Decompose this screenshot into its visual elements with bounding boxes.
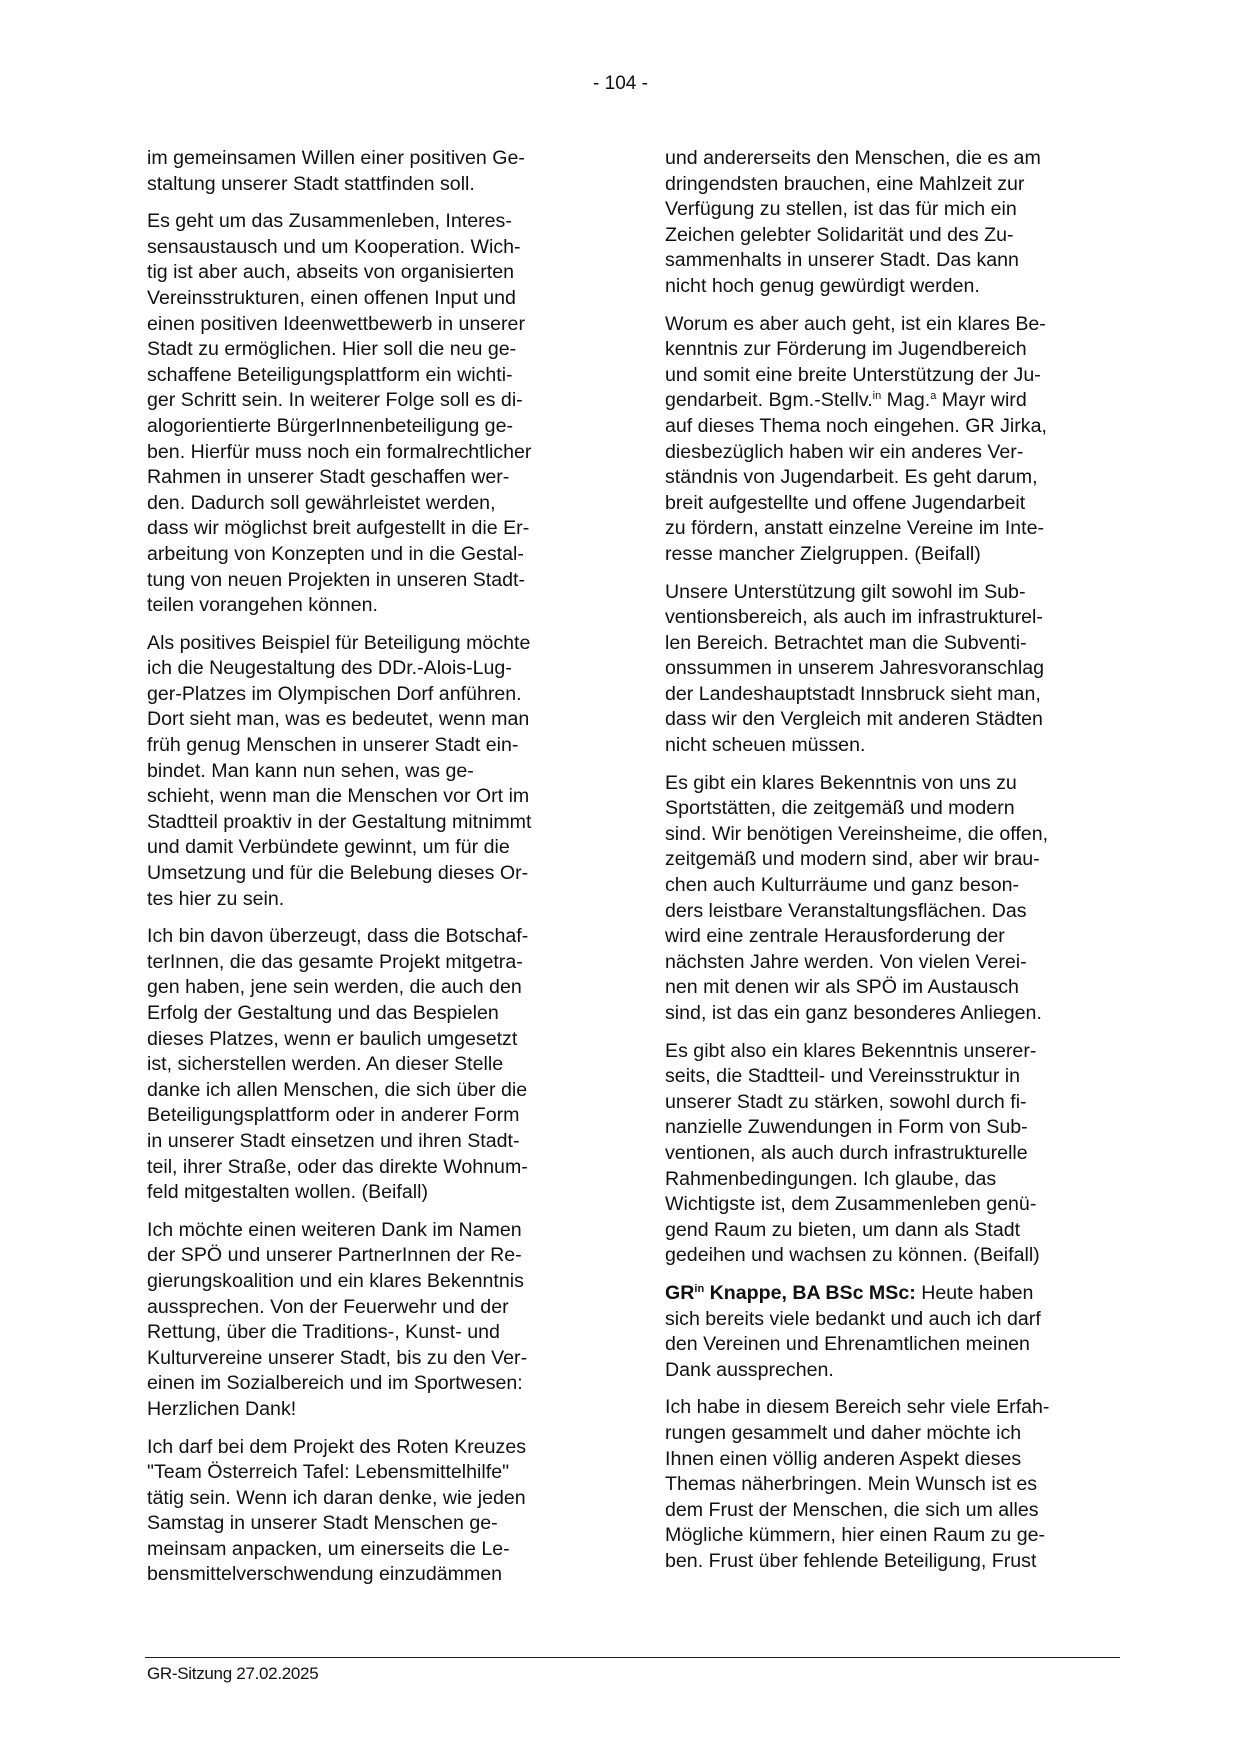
text-line: Umsetzung und für die Belebung dieses Or-: [147, 862, 529, 885]
speaker-line: [665, 1281, 1125, 1307]
paragraph: [665, 580, 1125, 759]
footer-session-date: GR-Sitzung 27.02.2025: [147, 1664, 319, 1683]
page-number: - 104 -: [593, 73, 648, 94]
text-line: tes hier zu sein.: [147, 887, 285, 910]
text-line: nicht hoch genug gewürdigt werden.: [665, 274, 980, 297]
text-line: Kulturvereine unserer Stadt, bis zu den Ver-: [147, 1346, 528, 1369]
text-line: Worum es aber auch geht, ist ein klares Be-: [665, 312, 1046, 335]
text-line: sich bereits viele bedankt und auch ich darf: [665, 1307, 1041, 1330]
text-line: danke ich allen Menschen, die sich über die: [147, 1078, 528, 1101]
text-line: "Team Österreich Tafel: Lebensmittelhilfe": [147, 1461, 510, 1484]
text-line: und andererseits den Menschen, die es am: [665, 147, 1041, 169]
text-line: [665, 388, 1125, 414]
paragraph: [147, 631, 607, 913]
text-line: Dank aussprechen.: [665, 1358, 834, 1381]
text-line: Mögliche kümmern, hier einen Raum zu ge-: [665, 1524, 1046, 1547]
text-line: auf dieses Thema noch eingehen. GR Jirka,: [665, 414, 1047, 437]
text-line: chen auch Kulturräume und ganz beson-: [665, 874, 1020, 897]
speaker-title: GR: [665, 1281, 695, 1304]
text-line: den Vereinen und Ehrenamtlichen meinen: [665, 1333, 1030, 1356]
text-line: Rahmenbedingungen. Ich glaube, das: [665, 1167, 997, 1190]
text-line: dass wir möglichst breit aufgestellt in die Er-: [147, 517, 530, 540]
text-line: tung von neuen Projekten in unseren Stadt-: [147, 568, 525, 591]
text-line: Als positives Beispiel für Beteiligung möchte: [147, 631, 531, 654]
text-line: tätig sein. Wenn ich daran denke, wie jeden: [147, 1486, 526, 1509]
right-column: [665, 146, 1125, 1586]
text-line: nicht scheuen müssen.: [665, 734, 866, 757]
text-line: staltung unserer Stadt stattfinden soll.: [147, 172, 475, 195]
text-line: nächsten Jahre werden. Von vielen Verei-: [665, 950, 1027, 973]
text-line: Wichtigste ist, dem Zusammenleben genü-: [665, 1193, 1037, 1216]
paragraph: [147, 209, 607, 619]
speaker-fullname: Knappe, BA BSc MSc:: [704, 1281, 916, 1304]
text-line: Sportstätten, die zeitgemäß und modern: [665, 797, 1015, 820]
text-line: Dort sieht man, was es bedeutet, wenn man: [147, 708, 530, 731]
text-line: breit aufgestellte und offene Jugendarbeit: [665, 491, 1026, 514]
text-line: bensmittelverschwendung einzudämmen: [147, 1563, 503, 1586]
text-line: zu fördern, anstatt einzelne Vereine im Inte-: [665, 517, 1045, 540]
text-line: nanzielle Zuwendungen in Form von Sub-: [665, 1116, 1028, 1139]
text-line: wird eine zentrale Herausforderung der: [665, 925, 1005, 948]
footer-divider: [145, 1657, 1120, 1658]
text-line: sind, ist das ein ganz besonderes Anliegen.: [665, 1002, 1042, 1024]
text-line: gedeihen und wachsen zu können. (Beifall): [665, 1244, 1040, 1267]
title-suffix: a: [930, 390, 937, 403]
text-line: bindet. Man kann nun sehen, was ge-: [147, 759, 474, 782]
text-line: sammenhalts in unserer Stadt. Das kann: [665, 249, 1019, 272]
text-line: im gemeinsamen Willen einer positiven Ge-: [147, 147, 525, 169]
paragraph: [147, 924, 607, 1206]
text-line: Ich darf bei dem Projekt des Roten Kreuzes: [147, 1435, 527, 1458]
text-line: Ich möchte einen weiteren Dank im Namen: [147, 1218, 522, 1241]
text-line: dringendsten brauchen, eine Mahlzeit zur: [665, 172, 1025, 195]
text-line: schaffene Beteiligungsplattform ein wichti-: [147, 363, 513, 386]
paragraph: [665, 1395, 1125, 1574]
text-line: onssummen in unserem Jahresvoranschlag: [665, 657, 1044, 680]
text-line: Rettung, über die Traditions-, Kunst- und: [147, 1321, 500, 1344]
text-line: diesbezüglich haben wir ein anderes Ver-: [665, 440, 1024, 463]
text-line: der SPÖ und unserer PartnerInnen der Re-: [147, 1244, 522, 1267]
text-line: ventionsbereich, als auch im infrastrukturel-: [665, 606, 1043, 629]
text-line: den. Dadurch soll gewährleistet werden,: [147, 491, 496, 514]
speaker-name: [665, 1282, 916, 1304]
text-line: meinsam anpacken, um einerseits die Le-: [147, 1537, 510, 1560]
text-line: Es gibt ein klares Bekenntnis von uns zu: [665, 771, 1017, 794]
text-line: ben. Hierfür muss noch ein formalrechtlicher: [147, 440, 532, 463]
left-column: [147, 146, 607, 1600]
text-line: seits, die Stadtteil- und Vereinsstruktur in: [665, 1065, 1021, 1088]
text-line: Ich bin davon überzeugt, dass die Botschaf-: [147, 925, 529, 948]
text-line: sind. Wir benötigen Vereinsheime, die offen,: [665, 822, 1049, 845]
paragraph: [665, 146, 1125, 300]
text-line: gend Raum zu bieten, um dann als Stadt: [665, 1218, 1021, 1241]
speaker-title-suffix: in: [694, 1282, 705, 1295]
text-line: Es geht um das Zusammenleben, Interes-: [147, 210, 512, 233]
text-line: sensaustausch und um Kooperation. Wich-: [147, 235, 521, 258]
text-line: rungen gesammelt und daher möchte ich: [665, 1421, 1022, 1444]
text-line: ben. Frust über fehlende Beteiligung, Frust: [665, 1549, 1037, 1572]
text-line: gierungskoalition und ein klares Bekenntnis: [147, 1269, 524, 1292]
text-line: alogorientierte BürgerInnenbeteiligung ge-: [147, 414, 514, 437]
text-line: Herzlichen Dank!: [147, 1397, 297, 1420]
text-line: nen mit denen wir als SPÖ im Austausch: [665, 976, 1019, 999]
text-line: resse mancher Zielgruppen. (Beifall): [665, 542, 981, 565]
text-line: dem Frust der Menschen, die sich um alles: [665, 1498, 1039, 1521]
paragraph: [147, 1218, 607, 1423]
text-line: len Bereich. Betrachtet man die Subventi-: [665, 631, 1027, 654]
text-line: Verfügung zu stellen, ist das für mich ein: [665, 198, 1017, 221]
text-line: Themas näherbringen. Mein Wunsch ist es: [665, 1473, 1038, 1496]
text-line: Erfolg der Gestaltung und das Bespielen: [147, 1002, 499, 1024]
text-line: Stadtteil proaktiv in der Gestaltung mitnimmt: [147, 810, 532, 833]
text-line: feld mitgestalten wollen. (Beifall): [147, 1181, 428, 1204]
text-line: ist, sicherstellen werden. An dieser Stelle: [147, 1053, 504, 1076]
paragraph: [665, 312, 1125, 568]
text-line: ders leistbare Veranstaltungsflächen. Das: [665, 899, 1027, 922]
text-line: terInnen, die das gesamte Projekt mitgetra-: [147, 950, 523, 973]
text-line: teil, ihrer Straße, oder das direkte Wohnum-: [147, 1155, 528, 1178]
text-line: Vereinsstrukturen, einen offenen Input und: [147, 286, 516, 309]
text-line: in unserer Stadt einsetzen und ihren Stadt-: [147, 1129, 520, 1152]
text-line: schieht, wenn man die Menschen vor Ort im: [147, 785, 530, 808]
text-line: ständnis von Jugendarbeit. Es geht darum,: [665, 466, 1038, 489]
text-line: arbeitung von Konzepten und in die Gestal-: [147, 542, 524, 565]
text-line: ger Schritt sein. In weiterer Folge soll es di-: [147, 389, 523, 412]
paragraph: [665, 771, 1125, 1027]
text-fragment: Mag.: [881, 389, 931, 412]
text-line: einen im Sozialbereich und im Sportwesen:: [147, 1372, 523, 1395]
text-fragment: gendarbeit. Bgm.-Stellv.: [665, 389, 873, 412]
text-line: der Landeshauptstadt Innsbruck sieht man,: [665, 682, 1041, 705]
text-line: zeitgemäß und modern sind, aber wir brau-: [665, 848, 1040, 871]
paragraph: [147, 1435, 607, 1589]
text-line: Ihnen einen völlig anderen Aspekt dieses: [665, 1447, 1022, 1470]
text-line: Samstag in unserer Stadt Menschen ge-: [147, 1512, 498, 1535]
text-line: Unsere Unterstützung gilt sowohl im Sub-: [665, 580, 1026, 603]
text-line: Stadt zu ermöglichen. Hier soll die neu ge-: [147, 338, 517, 361]
text-line: ger-Platzes im Olympischen Dorf anführen.: [147, 682, 522, 705]
paragraph: [665, 1039, 1125, 1269]
text-line: Es gibt also ein klares Bekenntnis unserer-: [665, 1039, 1037, 1062]
paragraph: [665, 1281, 1125, 1383]
text-line: Beteiligungsplattform oder in anderer Form: [147, 1104, 520, 1127]
speech-start: Heute haben: [915, 1281, 1034, 1304]
text-line: ventionen, als auch durch infrastrukturelle: [665, 1141, 1028, 1164]
text-line: tig ist aber auch, abseits von organisierten: [147, 261, 515, 284]
text-line: teilen vorangehen können.: [147, 594, 378, 617]
text-fragment: Mayr wird: [936, 389, 1027, 412]
text-line: und damit Verbündete gewinnt, um für die: [147, 836, 510, 859]
text-line: kenntnis zur Förderung im Jugendbereich: [665, 338, 1027, 361]
text-line: früh genug Menschen in unserer Stadt ein-: [147, 734, 519, 757]
text-line: Ich habe in diesem Bereich sehr viele Erfah-: [665, 1396, 1050, 1419]
text-line: gen haben, jene sein werden, die auch den: [147, 976, 522, 999]
text-line: und somit eine breite Unterstützung der Ju-: [665, 363, 1041, 386]
text-line: dieses Platzes, wenn er baulich umgesetzt: [147, 1027, 518, 1050]
paragraph: [147, 146, 607, 197]
title-suffix: in: [872, 390, 882, 403]
text-line: einen positiven Ideenwettbewerb in unserer: [147, 312, 525, 335]
text-line: Rahmen in unserer Stadt geschaffen wer-: [147, 466, 510, 489]
text-line: unserer Stadt zu stärken, sowohl durch fi-: [665, 1090, 1027, 1113]
text-line: Zeichen gelebter Solidarität und des Zu-: [665, 223, 1014, 246]
text-line: aussprechen. Von der Feuerwehr und der: [147, 1295, 509, 1318]
text-line: dass wir den Vergleich mit anderen Städten: [665, 708, 1043, 731]
text-line: ich die Neugestaltung des DDr.-Alois-Lug-: [147, 657, 512, 680]
